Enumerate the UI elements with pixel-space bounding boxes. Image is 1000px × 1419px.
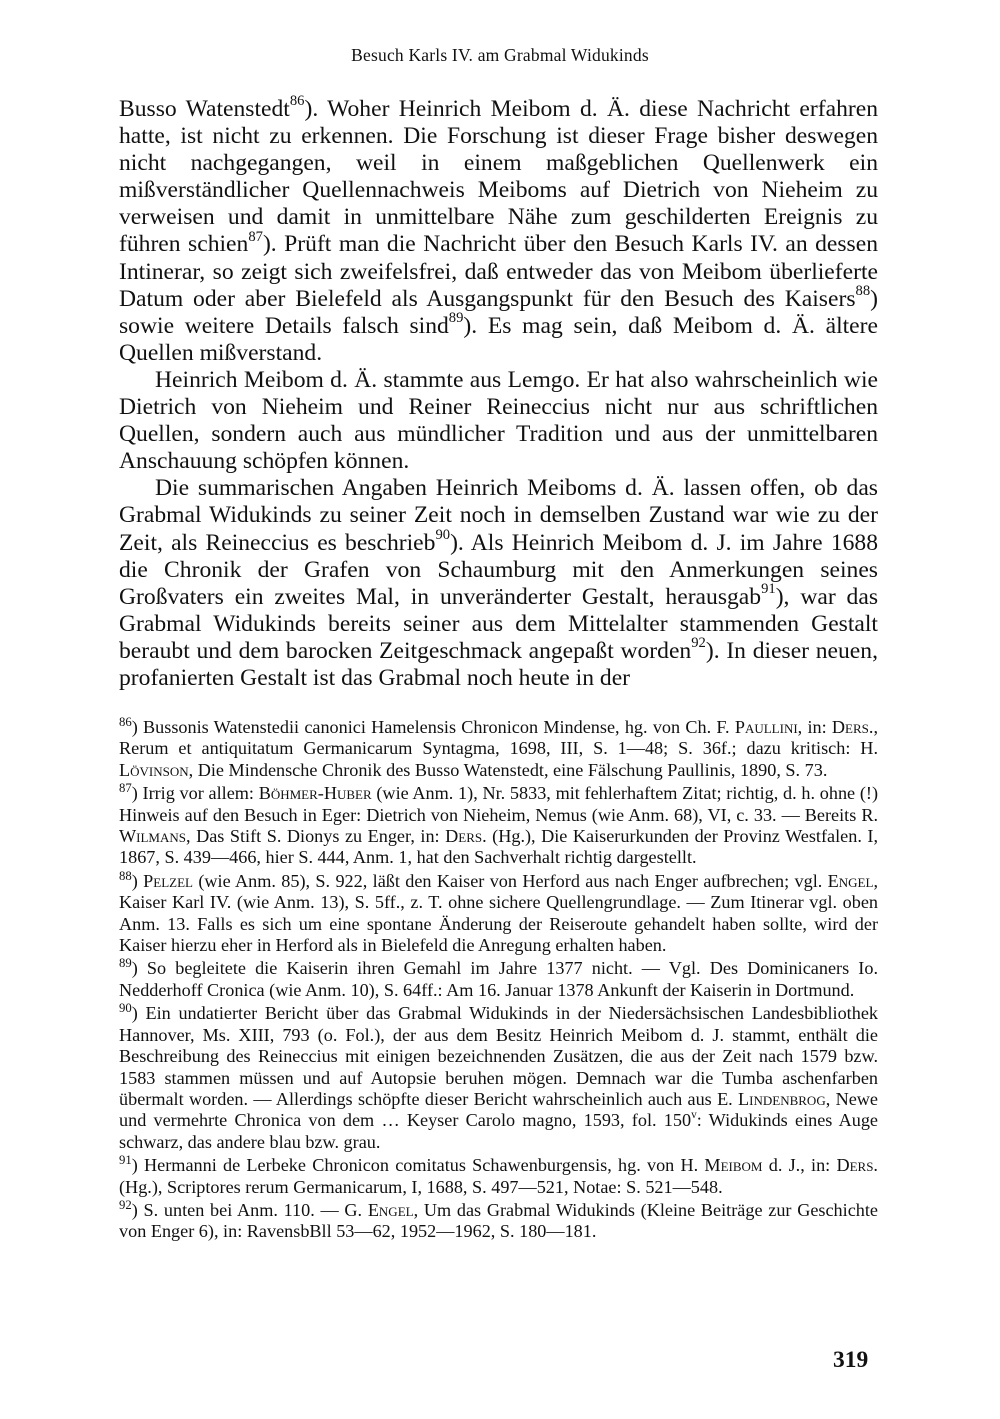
footnote: [119, 714, 878, 781]
author-name: Ders.: [836, 1155, 878, 1176]
author-name: Lindenbrog: [738, 1088, 826, 1109]
text-run: (wie Anm. 1), Nr. 5833, mit fehlerhaftem Zitat; richtig, d. h. ohne (!) Hinweis auf den Besuch in Eger: Dietrich von Nieheim, Nemus (wie Anm. 68), VI, c. 33. — Bereits R.: [119, 783, 878, 825]
running-head: Besuch Karls IV. am Grabmal Widukinds: [351, 45, 649, 65]
footnotes: [119, 714, 878, 1245]
footnote: [119, 1003, 878, 1153]
author-name: Ders.: [445, 826, 487, 847]
author-name: Lövinson: [119, 759, 189, 780]
footnote-number: 87: [119, 781, 132, 796]
author-name: Ders.: [831, 717, 874, 737]
author-name: Paullini: [734, 717, 798, 737]
author-name: Engel: [827, 870, 874, 891]
text-run: , Rerum et antiquitatum Germanicarum Syntagma, 1698, III, S. 1—48; S. 36f.; dazu kritisch: H.: [119, 717, 878, 759]
author-name: Meibom: [704, 1155, 763, 1176]
paragraph: [119, 475, 878, 692]
paragraph: [119, 93, 878, 367]
text-run: ), war das Grabmal Widukinds bereits seiner aus dem Mittelalter stammenden Gestalt beraubt und dem barocken Zeitgeschmack angepaßt worden: [119, 583, 879, 664]
author-name: Wilmans: [119, 826, 187, 847]
text-run: : Widukinds eines Auge schwarz, das andere blau bzw. grau.: [119, 1110, 878, 1152]
footnote: [119, 1197, 878, 1243]
text-run: ) So begleitete die Kaiserin ihren Gemahl im Jahre 1377 nicht. — Vgl. Des Dominicaners Io. Nedderhoff Cronica (wie Anm. 10), S. 64ff.: Am 16. Januar 1378 Ankunft der Kaiserin in Dortmund.: [119, 958, 878, 1000]
note-reference: 87: [248, 228, 263, 245]
text-run: ): [131, 870, 144, 891]
footnote-number: 90: [119, 1001, 132, 1016]
note-reference: 88: [855, 283, 871, 300]
text-run: , Das Stift S. Dionys zu Enger, in:: [186, 826, 446, 847]
text-run: , Die Mindensche Chronik des Busso Watenstedt, eine Fälschung Paullinis, 1890, S. 73.: [188, 759, 828, 780]
page-number: 319: [833, 1347, 869, 1373]
author-name: Böhmer-Huber: [258, 783, 372, 804]
note-reference: 90: [435, 526, 451, 543]
note-reference: 86: [289, 93, 305, 110]
text-run: ). In dieser neuen, profanierten Gestalt ist das Grabmal noch heute in der: [119, 637, 878, 691]
note-reference: 89: [448, 310, 464, 327]
note-reference: v: [691, 1108, 697, 1121]
text-run: , Um das Grabmal Widukinds (Kleine Beiträge zur Geschichte von Enger 6), in: RavensbBll 53—62, 1952—1962, S. 180—181.: [119, 1199, 878, 1242]
footnote: [119, 1155, 878, 1198]
footnote-number: 86: [119, 714, 132, 729]
author-name: Pelzel: [143, 870, 193, 891]
footnote: [119, 868, 878, 957]
footnote: [119, 783, 878, 869]
text-run: Die summarischen Angaben Heinrich Meiboms d. Ä. lassen offen, ob das Grabmal Widukinds zu seiner Zeit noch in demselben Zustand war wie zu der Zeit, als Reineccius es beschrieb: [119, 475, 878, 556]
text-run: ) Bussonis Watenstedii canonici Hamelensis Chronicon Mindense, hg. von Ch. F.: [131, 717, 735, 737]
text-run: ). Es mag sein, daß Meibom d. Ä. ältere Quellen mißverstand.: [119, 312, 878, 366]
footnote-number: 89: [119, 956, 132, 971]
text-run: , in:: [797, 717, 832, 737]
text-run: ). Prüft man die Nachricht über den Besuch Karls IV. an dessen Intinerar, so zeigt sich zweifelsfrei, daß entweder das von Meibom überlieferte Datum oder aber Bielefeld als Ausgangspunkt für den Besuch des Kaisers: [119, 231, 878, 312]
body-text: [119, 93, 879, 692]
text-run: ) Ein undatierter Bericht über das Grabmal Widukinds in der Niedersächsischen Landesbibliothek Hannover, Ms. XIII, 793 (o. Fol.), der aus dem Besitz Heinrich Meibom d. J. stammt, enthält die Beschreibung des Reineccius mit einigen bezeichnenden Zusätzen, die aus der Zeit nach 1579 bzw. 1583 stammen müssen und auf Autopsie beruhen mögen. Demnach war die Tumba aschenfarben übermalt worden. — Allerdings schöpfte dieser Bericht wahrscheinlich auch aus E.: [119, 1003, 878, 1109]
text-run: d. J., in:: [762, 1155, 837, 1176]
paragraph: [119, 367, 878, 475]
text-run: ) Hermanni de Lerbeke Chronicon comitatus Schawenburgensis, hg. von H.: [131, 1155, 705, 1176]
text-run: ). Als Heinrich Meibom d. J. im Jahre 1688 die Chronik der Grafen von Schaumburg mit den Anmerkungen seines Großvaters ein zweites Mal, in unveränderter Gestalt, herausgab: [119, 529, 879, 610]
footnote-number: 88: [119, 868, 132, 883]
note-reference: 92: [691, 635, 706, 652]
text-run: , Newe und vermehrte Chronica von dem … Keyser Carolo magno, 1593, fol. 150: [119, 1088, 878, 1131]
text-run: , Kaiser Karl IV. (wie Anm. 13), S. 5ff., z. T. ohne sichere Quellengrundlage. — Zum Itinerar vgl. oben Anm. 13. Falls es sich um eine spontane Änderung der Reiseroute gehandelt haben sollte, wird der Kaiser hierzu eher in Herford als in Bielefeld die Anregung erhalten haben.: [119, 870, 878, 956]
text-run: (Hg.), Scriptores rerum Germanicarum, I, 1688, S. 497—521, Notae: S. 521—548.: [119, 1176, 723, 1197]
note-reference: 91: [761, 581, 776, 598]
footnote-number: 92: [119, 1197, 132, 1212]
text-run: Heinrich Meibom d. Ä. stammte aus Lemgo. Er hat also wahrscheinlich wie Dietrich von Nieheim und Reiner Reineccius nicht nur aus schriftlichen Quellen, sondern auch aus mündlicher Tradition und aus der unmittelbaren Anschauung schöpfen können.: [119, 366, 878, 475]
text-run: ) Irrig vor allem:: [131, 783, 259, 804]
text-run: Busso Watenstedt: [119, 96, 290, 122]
author-name: Engel: [367, 1199, 414, 1220]
text-run: ) S. unten bei Anm. 110. — G.: [131, 1199, 368, 1220]
text-run: ) sowie weitere Details falsch sind: [119, 285, 878, 339]
text-run: (Hg.), Die Kaiserurkunden der Provinz Westfalen. I, 1867, S. 439—466, hier S. 444, Anm. 1, hat den Sachverhalt richtig dargestellt.: [119, 826, 878, 868]
text-run: (wie Anm. 85), S. 922, läßt den Kaiser von Herford aus nach Enger aufbrechen; vgl.: [192, 870, 828, 891]
text-run: ). Woher Heinrich Meibom d. Ä. diese Nachricht erfahren hatte, ist nicht zu erkennen. Die Forschung ist dieser Frage bisher deswegen nicht nachgegangen, weil in einem maßgeblichen Quellenwerk ein mißverständlicher Quellennachweis Meiboms auf Dietrich von Nieheim zu verweisen und damit in unmittelbare Nähe zum geschilderten Ereignis zu führen schien: [119, 96, 878, 258]
footnote: [119, 958, 878, 1001]
footnote-number: 91: [119, 1153, 132, 1168]
